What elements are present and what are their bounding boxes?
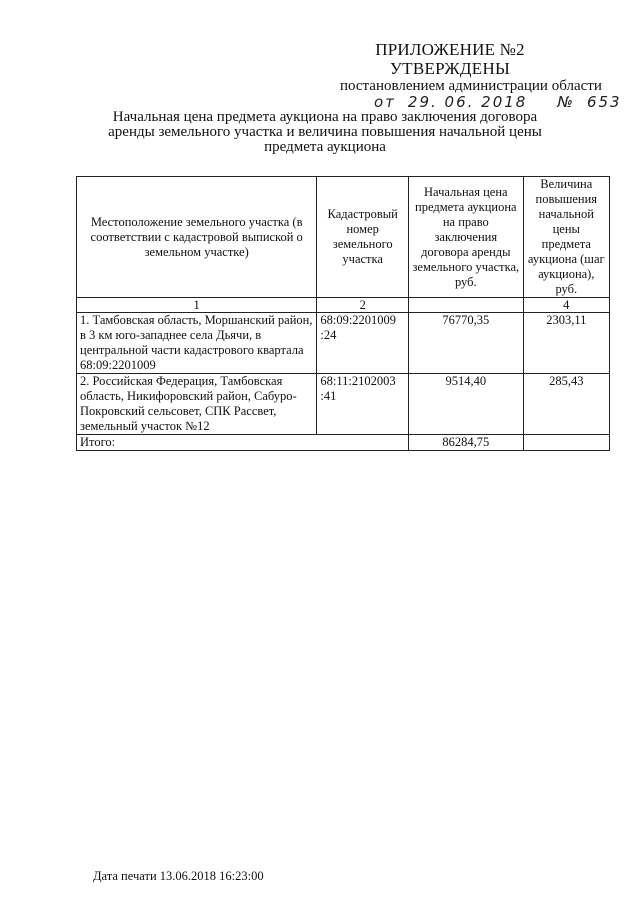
auction-price-table	[76, 176, 610, 451]
print-date: Дата печати 13.06.2018 16:23:00	[93, 869, 264, 883]
cadastral-cell: 68:11:2102003 :41	[317, 374, 409, 435]
table-row	[77, 374, 610, 435]
approved-title: УТВЕРЖДЕНЫ	[389, 59, 511, 78]
price-cell: 76770,35	[409, 313, 524, 374]
table-header-row	[77, 177, 610, 298]
step-cell: 285,43	[523, 374, 609, 435]
cadastral-cell: 68:09:2201009 :24	[317, 313, 409, 374]
total-price: 86284,75	[409, 435, 524, 451]
header-location: Местоположение земельного участка (в соответствии с кадастровой выпиской о земельном участке)	[77, 177, 317, 298]
column-number: 2	[317, 298, 409, 313]
step-cell: 2303,11	[523, 313, 609, 374]
resolution-line: постановлением администрации области	[340, 78, 602, 94]
header-price: Начальная цена предмета аукциона на право заключения договора аренды земельного участка, руб.	[409, 177, 524, 298]
total-step-empty	[523, 435, 609, 451]
total-row	[77, 435, 610, 451]
price-cell: 9514,40	[409, 374, 524, 435]
table-row	[77, 313, 610, 374]
column-number: 4	[523, 298, 609, 313]
handwritten-date: 29. 06. 2018	[407, 93, 528, 111]
handwritten-number-sign: №	[557, 93, 575, 111]
column-number: 1	[77, 298, 317, 313]
handwritten-number: 653	[586, 93, 622, 111]
appendix-title: ПРИЛОЖЕНИЕ №2	[375, 40, 525, 59]
column-number	[409, 298, 524, 313]
location-cell: 1. Тамбовская область, Моршанский район, в 3 км юго-западнее села Дьячи, в центральной части кадастрового квартала 68:09:2201009	[77, 313, 317, 374]
handwritten-from: от	[374, 93, 396, 111]
document-title: Начальная цена предмета аукциона на право заключения договора аренды земельного участка и величина повышения начальной цены предмета аукциона	[108, 109, 542, 155]
location-cell: 2. Российская Федерация, Тамбовская область, Никифоровский район, Сабуро-Покровский сельсовет, СПК Рассвет, земельный участок №12	[77, 374, 317, 435]
header-cadastral: Кадастровый номер земельного участка	[317, 177, 409, 298]
header-step: Величина повышения начальной цены предмета аукциона (шаг аукциона), руб.	[523, 177, 609, 298]
total-label: Итого:	[77, 435, 409, 451]
header-block	[300, 41, 600, 78]
column-number-row	[77, 298, 610, 313]
